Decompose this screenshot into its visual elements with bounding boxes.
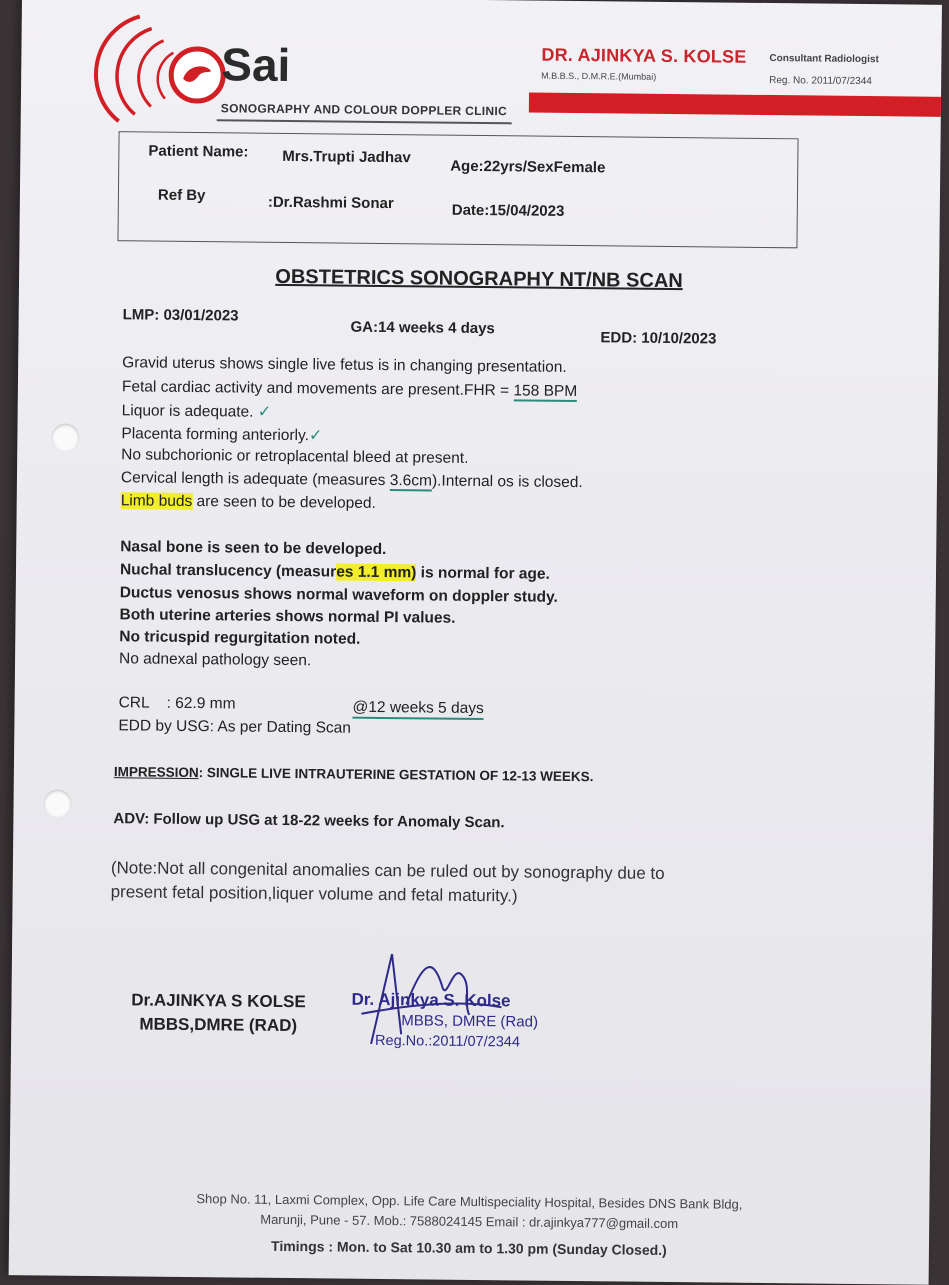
registration-number: Reg. No. 2011/07/2344	[769, 75, 872, 88]
finding-line	[122, 400, 272, 422]
doctor-stamp	[351, 989, 538, 1054]
finding-text: Placenta forming anteriorly.	[121, 425, 310, 445]
signatory-name: Dr.AJINKYA S KOLSE	[131, 990, 306, 1012]
highlighted-text: Limb buds	[120, 492, 193, 510]
stamp-registration: Reg.No.:2011/07/2344	[375, 1032, 521, 1051]
edd-by-usg: EDD by USG: As per Dating Scan	[118, 717, 352, 737]
doctor-designation: Consultant Radiologist	[769, 53, 879, 66]
finding-line	[121, 423, 322, 445]
marker-line: Nasal bone is seen to be developed.	[120, 538, 387, 559]
ref-by-label: Ref By	[157, 186, 206, 205]
finding-line: Gravid uterus shows single live fetus is in changing presentation.	[122, 354, 567, 376]
impression-text: : SINGLE LIVE INTRAUTERINE GESTATION OF 12-13 WEEKS.	[198, 765, 594, 785]
crl-label: CRL	[118, 694, 150, 712]
finding-line	[121, 492, 376, 513]
marker-line	[120, 561, 550, 584]
finding-line	[122, 378, 577, 401]
marker-line: Ductus venosus shows normal waveform on doppler study.	[119, 584, 558, 606]
note-line: (Note:Not all congenital anomalies can be ruled out by sonography due to	[110, 858, 665, 883]
report-page	[9, 0, 942, 1285]
impression	[114, 764, 594, 784]
ref-by-value: :Dr.Rashmi Sonar	[267, 193, 394, 213]
divider	[217, 119, 512, 124]
finding-text: are seen to be developed.	[192, 492, 376, 512]
checkmark-icon: ✓	[257, 403, 272, 421]
finding-text: Fetal cardiac activity and movements are present.FHR =	[121, 378, 514, 400]
impression-label: IMPRESSION	[113, 764, 199, 781]
brand-name: Sai	[221, 38, 291, 91]
cervical-length-value: 3.6cm	[389, 472, 433, 490]
lmp: LMP: 03/01/2023	[122, 306, 239, 325]
crl-gestation: @12 weeks 5 days	[352, 699, 483, 720]
marker-text: Nuchal translucency (measur	[119, 561, 337, 581]
signatory	[115, 988, 321, 1038]
marker-line: Both uterine arteries shows normal PI values.	[119, 606, 456, 627]
header-red-bar	[529, 92, 942, 116]
stamp-degree: MBBS, DMRE (Rad)	[401, 1012, 539, 1031]
report-title: OBSTETRICS SONOGRAPHY NT/NB SCAN	[275, 265, 683, 293]
patient-name-value: Mrs.Trupti Jadhav	[282, 147, 411, 167]
patient-name-label: Patient Name:	[148, 142, 249, 161]
finding-line	[121, 469, 583, 492]
finding-text: Liquor is adequate.	[121, 402, 254, 421]
footer-contact: Marunji, Pune - 57. Mob.: 7588024145 Email : dr.ajinkya777@gmail.com	[260, 1211, 679, 1232]
finding-text: ).Internal os is closed.	[431, 472, 583, 492]
marker-text: is normal for age.	[416, 564, 550, 583]
doctor-name: DR. AJINKYA S. KOLSE	[541, 44, 747, 67]
footer-address: Shop No. 11, Laxmi Complex, Opp. Life Care Multispeciality Hospital, Besides DNS Bank Bldg,	[196, 1191, 743, 1212]
punch-hole	[43, 789, 71, 817]
stamp-name: Dr. Ajinkya S. Kolse	[351, 989, 511, 1011]
fhr-value: 158 BPM	[513, 382, 578, 401]
doctor-qualification: M.B.B.S., D.M.R.E.(Mumbai)	[541, 70, 657, 82]
marker-line: No adnexal pathology seen.	[118, 650, 312, 670]
clinic-name: SONOGRAPHY AND COLOUR DOPPLER CLINIC	[220, 101, 508, 119]
patient-age-sex: Age:22yrs/SexFemale	[450, 157, 606, 177]
nt-measurement: es 1.1 mm)	[336, 563, 417, 582]
report-date: Date:15/04/2023	[451, 201, 565, 220]
disclaimer-note	[111, 856, 751, 911]
crl-value: : 62.9 mm	[166, 694, 236, 713]
clinic-logo-icon	[79, 6, 230, 133]
signatory-degree: MBBS,DMRE (RAD)	[139, 1014, 298, 1036]
note-line: present fetal position,liquer volume and fetal maturity.)	[110, 882, 518, 906]
finding-line: No subchorionic or retroplacental bleed at present.	[121, 446, 469, 467]
gestational-age: GA:14 weeks 4 days	[350, 318, 495, 338]
checkmark-icon: ✓	[308, 427, 323, 445]
edd: EDD: 10/10/2023	[600, 329, 717, 348]
finding-text: Cervical length is adequate (measures	[120, 469, 390, 490]
marker-line: No tricuspid regurgitation noted.	[119, 628, 361, 648]
advice: ADV: Follow up USG at 18-22 weeks for Anomaly Scan.	[113, 810, 505, 832]
footer-timings: Timings : Mon. to Sat 10.30 am to 1.30 pm (Sunday Closed.)	[270, 1237, 667, 1259]
punch-hole	[51, 424, 79, 452]
